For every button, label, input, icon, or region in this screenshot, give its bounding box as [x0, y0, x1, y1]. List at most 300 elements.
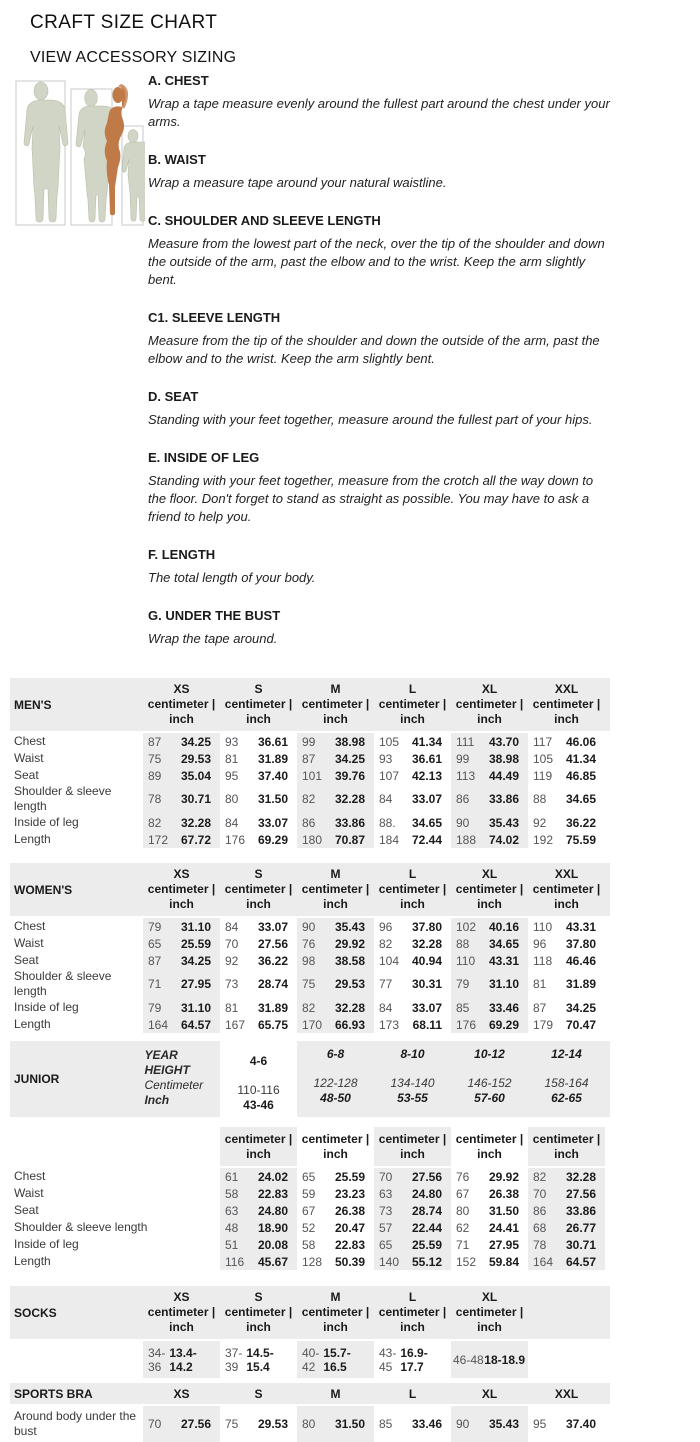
measurement-instructions [148, 73, 613, 648]
cm-value: 99 [456, 751, 470, 766]
unit-column-header [220, 1127, 297, 1166]
size-tables [10, 678, 610, 1442]
inch-value: 43.31 [488, 953, 519, 968]
cm-value: 82 [302, 792, 316, 806]
cm-value: 84 [379, 1000, 393, 1015]
size-table-junior [10, 1041, 610, 1270]
instruction-description: Measure from the tip of the shoulder and down the outside of the arm, past the elbow and to the wrist. Keep the arm slightly bent. [148, 333, 600, 366]
inch-value: 69.29 [257, 832, 288, 847]
cm-value: 88 [456, 936, 470, 951]
cm-value: 84 [225, 919, 239, 934]
cm-value: 172 [148, 832, 169, 847]
value-cell [451, 1236, 528, 1253]
unit-label-cm: centimeter | [378, 697, 447, 711]
value-cell [451, 733, 528, 750]
unit-label-inch: inch [400, 897, 425, 911]
value-cell [220, 1253, 297, 1270]
inch-value: 36.61 [411, 751, 442, 766]
value-cell [451, 918, 528, 935]
value-cell [451, 999, 528, 1016]
cm-value: 58 [302, 1237, 316, 1252]
value-cell [143, 1341, 220, 1378]
inch-value: 24.41 [488, 1220, 519, 1235]
instruction-description: Standing with your feet together, measure from the crotch all the way down to the floor. Don't forget to stand as straight as possible. You may have to ask a friend to help you. [148, 473, 594, 524]
inch-value: 74.02 [488, 832, 519, 847]
inch-value: 36.22 [257, 953, 288, 968]
cm-value: 34-36 [148, 1345, 166, 1374]
cm-value: 43-45 [379, 1345, 397, 1374]
value-cell [297, 935, 374, 952]
table-body-sports-bra [10, 1406, 610, 1442]
value-cell [220, 918, 297, 935]
value-cell [143, 814, 220, 831]
inch-value: 32.28 [565, 1169, 596, 1184]
unit-label-cm: centimeter | [224, 697, 293, 711]
unit-label-inch: inch [400, 712, 425, 726]
size-column-header [143, 678, 220, 731]
cm-value: 119 [533, 768, 553, 783]
inch-value: 46.46 [565, 953, 596, 968]
unit-label-cm: centimeter | [532, 697, 601, 711]
inch-value: 18.90 [257, 1220, 288, 1235]
measurement-instruction [148, 213, 613, 289]
cm-value: 46-48 [453, 1352, 484, 1367]
value-cell [374, 1185, 451, 1202]
value-cell [297, 733, 374, 750]
value-cell [220, 969, 297, 999]
value-cell [143, 1016, 220, 1033]
inch-value: 32.28 [411, 936, 442, 951]
row-label: Around body under the bust [14, 1409, 137, 1438]
cm-value: 82 [379, 936, 393, 951]
value-cell [220, 1016, 297, 1033]
unit-label-inch: inch [477, 1320, 502, 1334]
value-cell [220, 935, 297, 952]
cm-value: 79 [148, 1000, 162, 1015]
value-cell [297, 831, 374, 848]
cm-value: 167 [225, 1017, 246, 1032]
size-column-header [143, 1286, 220, 1339]
unit-column-header [451, 1127, 528, 1166]
unit-column-header [528, 1127, 605, 1166]
inch-value: 43.70 [488, 734, 519, 749]
inch-value: 28.74 [257, 977, 288, 991]
inch-value: 32.28 [334, 792, 365, 806]
cm-value: 63 [379, 1186, 393, 1201]
inch-value: 34.65 [565, 792, 596, 806]
value-cell [374, 814, 451, 831]
value-cell [220, 1341, 297, 1378]
value-cell [528, 1219, 605, 1236]
measurement-instruction [148, 152, 613, 192]
value-cell [220, 831, 297, 848]
inch-value: 22.83 [257, 1186, 288, 1201]
inch-value: 70.87 [334, 832, 365, 847]
cm-value: 70 [225, 936, 239, 951]
cm-value: 81 [225, 1000, 239, 1015]
cm-value: 62 [456, 1220, 470, 1235]
cm-value: 52 [302, 1220, 316, 1235]
cm-value: 75 [302, 977, 316, 991]
row-label: Inside of leg [14, 1237, 79, 1251]
unit-label-cm: centimeter | [224, 1132, 293, 1146]
inch-value: 16.9-17.7 [400, 1345, 428, 1374]
value-cell [297, 952, 374, 969]
value-cell [528, 935, 605, 952]
view-accessory-sizing-link[interactable]: VIEW ACCESSORY SIZING [30, 49, 237, 66]
cm-value: 95 [225, 768, 239, 783]
spacer [220, 1069, 297, 1083]
inch-value: 31.50 [488, 1203, 519, 1218]
cm-value: 70 [533, 1186, 547, 1201]
value-cell [220, 952, 297, 969]
table-title: MEN'S [14, 697, 52, 712]
height-inch-range: 57-60 [474, 1091, 505, 1105]
value-cell [374, 784, 451, 814]
cm-value: 58 [225, 1186, 239, 1201]
size-column-header [528, 863, 605, 916]
value-cell [451, 784, 528, 814]
cm-value: 40-42 [302, 1345, 320, 1374]
inch-value: 35.43 [488, 1417, 519, 1431]
inch-value: 38.98 [334, 734, 365, 749]
cm-value: 90 [456, 815, 470, 830]
size-column-header [451, 1286, 528, 1339]
value-cell [374, 952, 451, 969]
inch-value: 75.59 [565, 832, 596, 847]
size-column-header [297, 678, 374, 731]
cm-value: 86 [302, 815, 316, 830]
cm-value: 73 [225, 977, 239, 991]
unit-label-cm: centimeter | [378, 882, 447, 896]
measurement-instruction [148, 73, 613, 131]
value-cell [220, 767, 297, 784]
instruction-heading: A. CHEST [148, 73, 209, 88]
size-column-header [297, 1286, 374, 1339]
size-column-header [451, 678, 528, 731]
cm-value: 90 [302, 919, 316, 934]
cm-value: 104 [379, 953, 400, 968]
value-cell [451, 1185, 528, 1202]
cm-value: 192 [533, 832, 554, 847]
empty-cell [10, 1127, 220, 1166]
cm-value: 96 [379, 919, 393, 934]
instruction-description: Measure from the lowest part of the neck, over the tip of the shoulder and down the outside of the arm, past the elbow and to the wrist. Keep the arm slightly bent. [148, 236, 605, 287]
cm-value: 116 [225, 1254, 245, 1269]
size-label: XXL [554, 867, 579, 881]
cm-value: 92 [533, 815, 547, 830]
inch-value: 32.28 [334, 1000, 365, 1015]
unit-label-inch: inch [246, 1147, 271, 1161]
junior-header-label-cell [10, 1041, 220, 1117]
cm-value: 85 [456, 1000, 470, 1015]
inch-value: 31.89 [257, 751, 288, 766]
inch-value: 27.56 [411, 1169, 442, 1184]
table-body-junior [10, 1168, 610, 1270]
inch-value: 29.92 [488, 1169, 519, 1184]
cm-value: 105 [379, 734, 400, 749]
cm-value: 70 [379, 1169, 393, 1184]
value-cell [143, 969, 220, 999]
size-label: S [254, 1290, 263, 1304]
row-label: Inside of leg [14, 1000, 79, 1014]
inch-value: 27.56 [565, 1186, 596, 1201]
value-cell [528, 1168, 605, 1185]
table-header-socks [10, 1286, 610, 1339]
value-cell [297, 767, 374, 784]
cm-value: 93 [225, 734, 239, 749]
size-label: M [330, 867, 341, 881]
inch-value: 35.43 [334, 919, 365, 934]
instruction-description: The total length of your body. [148, 570, 316, 585]
table-header-junior [10, 1041, 610, 1117]
cm-value: 96 [533, 936, 547, 951]
inch-value: 31.50 [257, 792, 288, 806]
unit-label-cm: centimeter | [532, 1132, 601, 1146]
inch-value: 35.04 [180, 768, 211, 783]
value-cell [297, 750, 374, 767]
table-body-socks [10, 1341, 610, 1378]
inch-value: 37.80 [411, 919, 442, 934]
unit-label-cm: centimeter | [147, 1305, 216, 1319]
size-label: M [330, 1386, 341, 1401]
value-cell [451, 1016, 528, 1033]
size-label: S [254, 867, 263, 881]
size-label: XL [481, 1290, 498, 1304]
unit-label-cm: centimeter | [378, 1305, 447, 1319]
size-label: L [408, 867, 417, 881]
junior-age-column-header [297, 1041, 374, 1106]
value-cell [374, 1168, 451, 1185]
value-cell [220, 1168, 297, 1185]
inch-value: 33.86 [488, 792, 519, 806]
year-label: YEAR [144, 1048, 178, 1062]
cm-value: 78 [533, 1237, 547, 1252]
cm-value: 84 [379, 792, 393, 806]
unit-label-cm: centimeter | [301, 1305, 370, 1319]
value-cell [528, 1236, 605, 1253]
spacer [451, 1062, 528, 1076]
inch-value: 26.38 [334, 1203, 365, 1218]
unit-label-inch: inch [477, 712, 502, 726]
value-cell [374, 1236, 451, 1253]
unit-label-cm: centimeter | [378, 1132, 447, 1146]
cm-value: 80 [456, 1203, 470, 1218]
value-cell [528, 750, 605, 767]
cm-value: 111 [456, 734, 475, 749]
value-cell [297, 918, 374, 935]
inch-value: 27.95 [180, 977, 211, 991]
cm-value: 176 [225, 832, 246, 847]
unit-label-inch: inch [246, 712, 271, 726]
value-cell [451, 1202, 528, 1219]
empty-row-label [10, 1341, 143, 1378]
inch-value: 31.10 [180, 1000, 211, 1015]
value-cell [297, 1016, 374, 1033]
inch-value: 34.25 [565, 1000, 596, 1015]
inch-value: 34.25 [180, 953, 211, 968]
value-cell [528, 1253, 605, 1270]
unit-label-inch: inch [477, 1147, 502, 1161]
unit-label-inch: inch [169, 712, 194, 726]
height-cm-range: 146-152 [467, 1076, 512, 1090]
value-cell [374, 1219, 451, 1236]
inch-value: 35.43 [488, 815, 519, 830]
size-table-sports-bra [10, 1383, 610, 1442]
value-cell [220, 784, 297, 814]
cm-value: 79 [456, 977, 470, 991]
value-cell [297, 1168, 374, 1185]
cm-value: 73 [379, 1203, 393, 1218]
value-cell [451, 831, 528, 848]
unit-label-inch: inch [400, 1320, 425, 1334]
cm-value: 59 [302, 1186, 316, 1201]
value-cell [528, 767, 605, 784]
value-cell [297, 1185, 374, 1202]
value-cell [220, 1202, 297, 1219]
value-cell [143, 918, 220, 935]
value-cell [143, 767, 220, 784]
value-cell [220, 1406, 297, 1442]
cm-value: 76 [302, 936, 316, 951]
inch-value: 33.46 [488, 1000, 519, 1015]
inch-value: 33.07 [411, 1000, 442, 1015]
inch-value: 41.34 [411, 734, 442, 749]
cm-value: 128 [302, 1254, 323, 1269]
value-cell [451, 969, 528, 999]
value-cell [297, 999, 374, 1016]
inch-value: 64.57 [180, 1017, 211, 1032]
table-header-womens [10, 863, 610, 916]
cm-value: 179 [533, 1017, 554, 1032]
inch-value: 41.34 [565, 751, 596, 766]
cm-value: 118 [533, 953, 553, 968]
cm-value: 87 [148, 953, 162, 968]
page-title: CRAFT SIZE CHART [30, 12, 218, 33]
measurement-guide-section [0, 73, 613, 648]
value-cell [451, 1406, 528, 1442]
junior-age-column-header [451, 1041, 528, 1106]
inch-value: 68.11 [412, 1017, 442, 1032]
cm-value: 79 [148, 919, 162, 934]
value-cell [143, 831, 220, 848]
value-cell [528, 952, 605, 969]
inch-value: 22.44 [411, 1220, 442, 1235]
cm-value: 113 [456, 768, 476, 783]
value-cell [528, 831, 605, 848]
value-cell [143, 733, 220, 750]
cm-value: 176 [456, 1017, 477, 1032]
inch-value: 55.12 [411, 1254, 442, 1269]
junior-header-units [144, 1041, 220, 1117]
inch-value: 33.07 [257, 919, 288, 934]
spacer [297, 1062, 374, 1076]
value-cell [528, 814, 605, 831]
unit-label-cm: centimeter | [455, 1305, 524, 1319]
age-range: 10-12 [474, 1047, 505, 1061]
value-cell [374, 1016, 451, 1033]
unit-label-cm: centimeter | [147, 697, 216, 711]
value-cell [220, 999, 297, 1016]
cm-value: 84 [225, 815, 239, 830]
size-column-header [220, 1286, 297, 1339]
inch-value: 30.71 [180, 792, 211, 806]
inch-value: 26.77 [565, 1220, 596, 1235]
row-label: Shoulder & sleeve length [14, 1220, 148, 1234]
inch-value: 15.7-16.5 [323, 1345, 351, 1374]
value-cell [528, 1016, 605, 1033]
size-column-header [374, 1286, 451, 1339]
unit-label-inch: inch [477, 897, 502, 911]
size-column-header [374, 678, 451, 731]
value-cell [451, 1341, 528, 1378]
size-label: XS [173, 867, 190, 881]
spacer [528, 1062, 605, 1076]
size-label: XXL [554, 1386, 579, 1401]
instruction-description: Wrap a measure tape around your natural waistline. [148, 175, 447, 190]
instruction-description: Wrap a tape measure evenly around the fullest part around the chest under your arms. [148, 96, 610, 129]
size-column-header [220, 863, 297, 916]
cm-value: 95 [533, 1417, 547, 1431]
size-table-womens [10, 863, 610, 1033]
table-title: WOMEN'S [14, 882, 73, 897]
cm-value: 89 [148, 768, 162, 783]
value-cell [374, 969, 451, 999]
inch-value: 37.40 [257, 768, 288, 783]
unit-label-cm: centimeter | [224, 882, 293, 896]
instruction-heading: D. SEAT [148, 389, 199, 404]
inch-value: 39.76 [334, 768, 365, 783]
cm-value: 48 [225, 1220, 239, 1235]
inch-value: 31.10 [488, 977, 519, 991]
unit-label-inch: inch [169, 1320, 194, 1334]
cm-value: 65 [148, 936, 162, 951]
height-cm-range: 110-116 [237, 1083, 280, 1097]
inch-value: 28.74 [411, 1203, 442, 1218]
table-body-mens [10, 733, 610, 848]
cm-value: 170 [302, 1017, 323, 1032]
value-cell [451, 767, 528, 784]
inch-value: 31.89 [257, 1000, 288, 1015]
inch-value: 50.39 [334, 1254, 365, 1269]
value-cell [451, 814, 528, 831]
height-cm-range: 122-128 [313, 1076, 358, 1090]
value-cell [143, 784, 220, 814]
age-range: 12-14 [551, 1047, 582, 1061]
height-inch-range: 62-65 [551, 1091, 582, 1105]
inch-value: 34.65 [411, 815, 442, 830]
size-chart-page [0, 12, 700, 1442]
row-label: Length [14, 832, 51, 846]
instruction-heading: B. WAIST [148, 152, 206, 167]
inch-value: 45.67 [257, 1254, 288, 1269]
unit-label-inch: inch [246, 897, 271, 911]
inch-value: 22.83 [334, 1237, 365, 1252]
row-label: Chest [14, 1169, 46, 1183]
unit-label-cm: centimeter | [301, 1132, 370, 1146]
inch-value: 29.92 [334, 936, 365, 951]
unit-label-cm: centimeter | [224, 1305, 293, 1319]
instruction-description: Standing with your feet together, measure around the fullest part of your hips. [148, 412, 593, 427]
size-column-header [528, 678, 605, 731]
inch-value: 31.89 [565, 977, 596, 991]
inch-value: 38.58 [334, 953, 365, 968]
value-cell [220, 750, 297, 767]
inch-value: 20.08 [257, 1237, 288, 1252]
cm-value: 184 [379, 832, 400, 847]
size-label: S [254, 682, 263, 696]
junior-unit-subheader [10, 1127, 610, 1166]
